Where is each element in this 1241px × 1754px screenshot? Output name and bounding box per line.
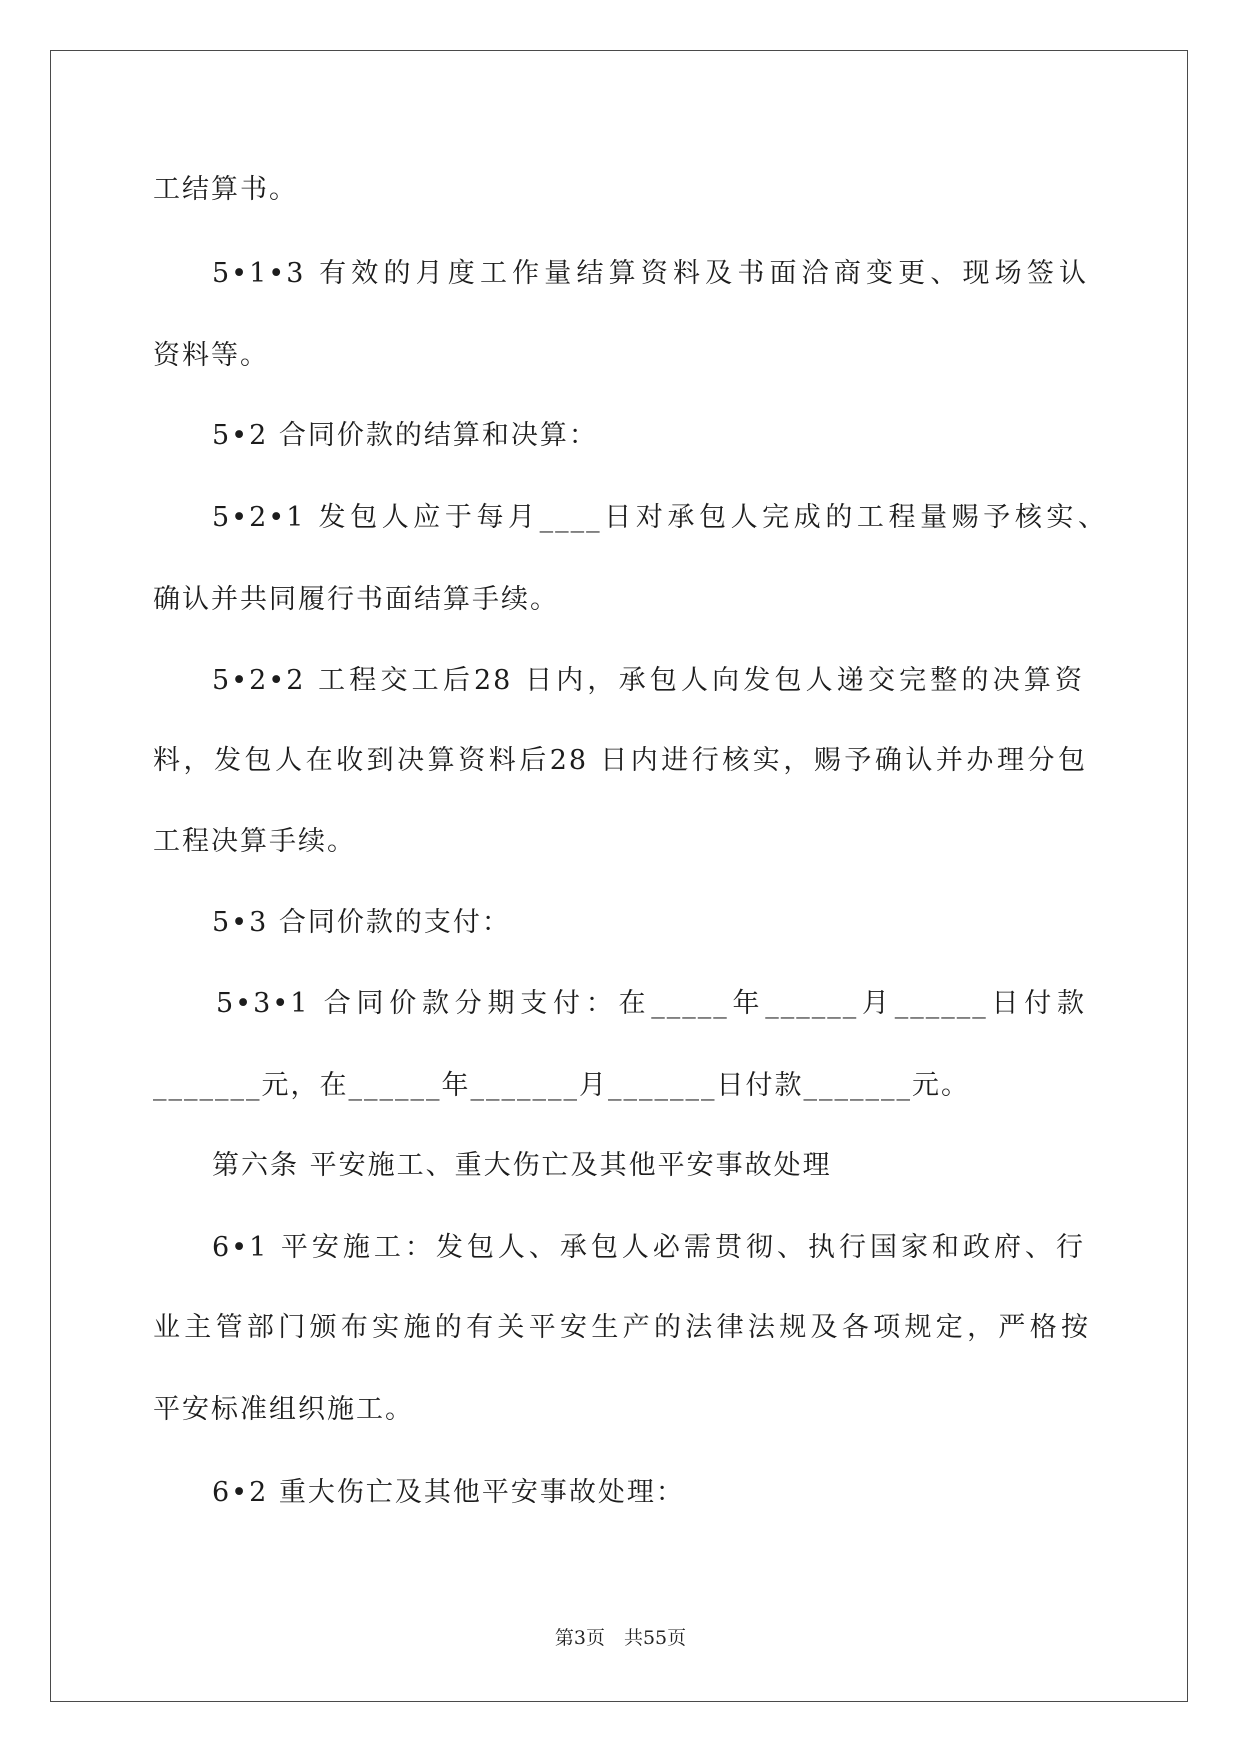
clause-5-2-2-end: 工程决算手续。	[153, 826, 356, 857]
page-number-footer: 第3页 共55页	[554, 1627, 687, 1649]
clause-5-2-1-text: 5•2•1 发包人应于每月____日对承包人完成的工程量赐予核实、	[212, 502, 1107, 533]
clause-5-1-3-continuation: 资料等。	[153, 340, 269, 371]
clause-5-3-1-text: 5•3•1 合同价款分期支付：在_____年______月______日付款	[216, 988, 1086, 1019]
article-6-heading: 第六条 平安施工、重大伤亡及其他平安事故处理	[212, 1150, 832, 1181]
clause-5-1-2-continuation: 工结算书。	[153, 174, 298, 205]
clause-5-2-2-text: 5•2•2 工程交工后28 日内，承包人向发包人递交完整的决算资	[212, 665, 1084, 696]
clause-6-2-heading: 6•2 重大伤亡及其他平安事故处理：	[212, 1477, 685, 1508]
page-border	[50, 50, 1188, 1702]
clause-5-2-heading: 5•2 合同价款的结算和决算：	[212, 420, 598, 451]
clause-6-1-end: 平安标准组织施工。	[153, 1394, 414, 1425]
clause-6-1-continuation: 业主管部门颁布实施的有关平安生产的法律法规及各项规定，严格按	[153, 1312, 1090, 1343]
clause-6-1-text: 6•1 平安施工：发包人、承包人必需贯彻、执行国家和政府、行	[212, 1232, 1085, 1263]
clause-5-2-1-continuation: 确认并共同履行书面结算手续。	[153, 584, 559, 615]
clause-5-3-heading: 5•3 合同价款的支付：	[212, 907, 511, 938]
clause-5-3-1-continuation: _______元，在______年_______月_______日付款_______元。	[153, 1070, 970, 1101]
clause-5-2-2-continuation: 料，发包人在收到决算资料后28 日内进行核实，赐予确认并办理分包	[153, 745, 1087, 776]
clause-5-1-3-text: 5•1•3 有效的月度工作量结算资料及书面洽商变更、现场签认	[212, 258, 1088, 289]
